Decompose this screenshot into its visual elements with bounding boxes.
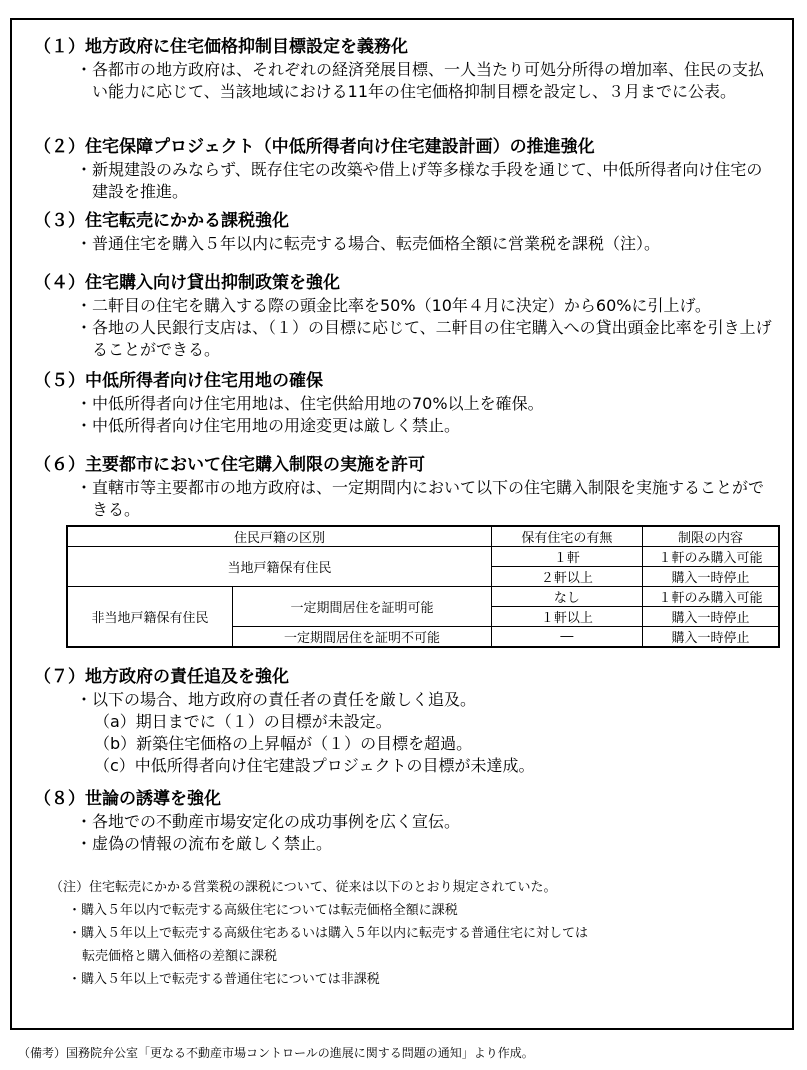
- section-item: ・虚偽の情報の流布を厳しく禁止。: [76, 834, 333, 853]
- section-item: ・中低所得者向け住宅用地の用途変更は厳しく禁止。: [76, 416, 461, 435]
- table-row: [67, 587, 779, 607]
- section-title: （７）地方政府の責任追及を強化: [34, 667, 289, 687]
- section-item: ・中低所得者向け住宅用地は、住宅供給用地の70%以上を確保。: [76, 394, 544, 413]
- table-header-cell: 保有住宅の有無: [491, 526, 642, 547]
- section-item: ・直轄市等主要都市の地方政府は、一定期間内において以下の住宅購入制限を実施することができる。: [76, 478, 765, 519]
- table-header-row: [67, 526, 779, 547]
- section-title: （４）住宅購入向け貸出抑制政策を強化: [34, 273, 340, 293]
- source-note: （備考）国務院弁公室「更なる不動産市場コントロールの進展に関する問題の通知」より作成。: [18, 1046, 534, 1060]
- section-title: （５）中低所得者向け住宅用地の確保: [34, 371, 323, 391]
- section-title: （２）住宅保障プロジェクト（中低所得者向け住宅建設計画）の推進強化: [34, 137, 595, 157]
- table-cell: １軒: [491, 547, 642, 567]
- footnote-item: ・購入５年以上で転売する高級住宅あるいは購入５年以内に転売する普通住宅に対しては: [68, 926, 589, 941]
- section-subitem: （c）中低所得者向け住宅建設プロジェクトの目標が未達成。: [94, 756, 535, 775]
- section-6: [34, 454, 778, 521]
- section-7: [34, 666, 778, 777]
- section-2: [34, 136, 778, 203]
- table-row: [67, 547, 779, 567]
- section-title: （１）地方政府に住宅価格抑制目標設定を義務化: [34, 37, 408, 57]
- table-cell: １軒のみ購入可能: [642, 587, 779, 607]
- section-item: ・以下の場合、地方政府の責任者の責任を厳しく追及。: [76, 690, 477, 709]
- footnote: [50, 876, 588, 991]
- section-item: ・各都市の地方政府は、それぞれの経済発展目標、一人当たり可処分所得の増加率、住民の支払い能力に応じて、当該地域における11年の住宅価格抑制目標を設定し、３月までに公表。: [76, 60, 765, 101]
- table-cell-nonlocal: 非当地戸籍保有住民: [67, 587, 233, 648]
- table-cell: ２軒以上: [491, 567, 642, 587]
- section-8: [34, 788, 778, 855]
- section-title: （３）住宅転売にかかる課税強化: [34, 211, 289, 231]
- section-1: [34, 36, 778, 103]
- table-cell: 購入一時停止: [642, 607, 779, 627]
- section-title: （６）主要都市において住宅購入制限の実施を許可: [34, 455, 425, 475]
- table-header-cell: 住民戸籍の区別: [67, 526, 491, 547]
- section-subitem: （a）期日までに（１）の目標が未設定。: [94, 712, 392, 731]
- table-cell: なし: [491, 587, 642, 607]
- table-cell-unproven: 一定期間居住を証明不可能: [233, 627, 492, 648]
- table-cell-local: 当地戸籍保有住民: [67, 547, 491, 587]
- section-item: ・新規建設のみならず、既存住宅の改築や借上げ等多様な手段を通じて、中低所得者向け住宅の建設を推進。: [76, 160, 763, 201]
- footnote-item: ・購入５年以内で転売する高級住宅については転売価格全額に課税: [68, 903, 458, 918]
- section-item: ・普通住宅を購入５年以内に転売する場合、転売価格全額に営業税を課税（注）。: [76, 234, 661, 253]
- section-item: ・各地での不動産市場安定化の成功事例を広く宣伝。: [76, 812, 461, 831]
- table-cell: １軒のみ購入可能: [642, 547, 779, 567]
- table-header-cell: 制限の内容: [642, 526, 779, 547]
- table-cell: １軒以上: [491, 607, 642, 627]
- section-item: ・二軒目の住宅を購入する際の頭金比率を50%（10年４月に決定）から60%に引上げ。: [76, 296, 711, 315]
- section-item: ・各地の人民銀行支店は、（１）の目標に応じて、二軒目の住宅購入への貸出頭金比率を引き上げることができる。: [76, 318, 772, 359]
- footnote-item: ・購入５年以上で転売する普通住宅については非課税: [68, 972, 380, 987]
- table-cell: 購入一時停止: [642, 567, 779, 587]
- footnote-item-continuation: 転売価格と購入価格の差額に課税: [82, 949, 278, 964]
- footnote-title: （注）住宅転売にかかる営業税の課税について、従来は以下のとおり規定されていた。: [50, 880, 557, 895]
- section-3: [34, 210, 778, 255]
- purchase-restriction-table: [66, 525, 780, 648]
- section-subitem: （b）新築住宅価格の上昇幅が（１）の目標を超過。: [94, 734, 473, 753]
- table-cell: ―: [491, 627, 642, 648]
- section-title: （８）世論の誘導を強化: [34, 789, 221, 809]
- section-4: [34, 272, 778, 361]
- table-cell: 購入一時停止: [642, 627, 779, 648]
- section-5: [34, 370, 778, 437]
- table-cell-proven: 一定期間居住を証明可能: [233, 587, 492, 627]
